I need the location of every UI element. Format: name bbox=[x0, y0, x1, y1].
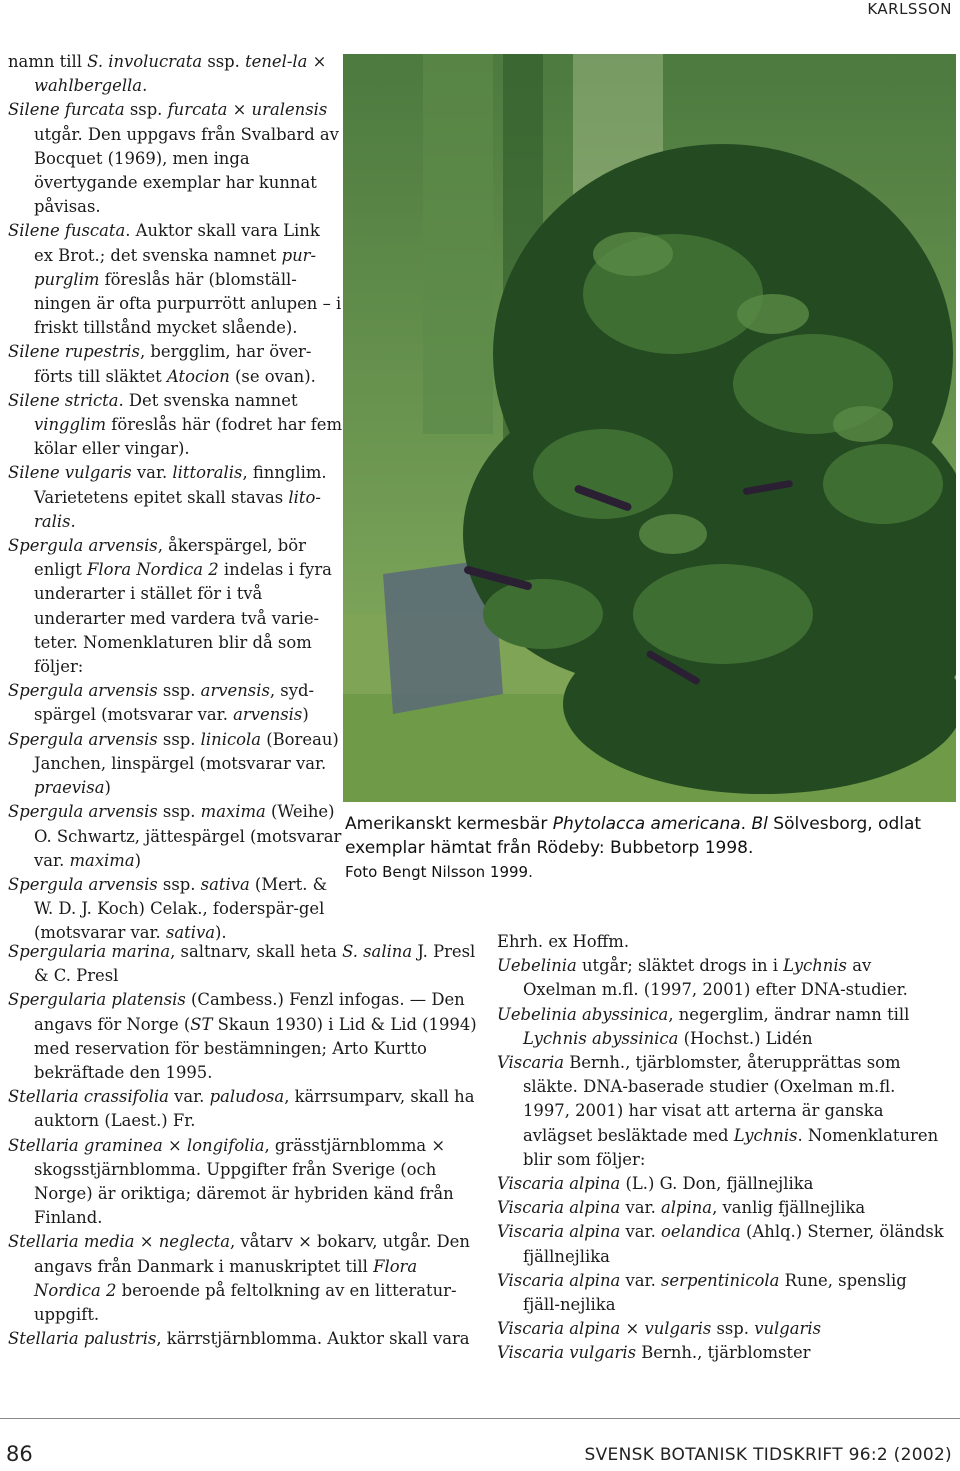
text-run: (Cambess.) Fenzl infogas. — Den angavs för Norge ( bbox=[34, 990, 465, 1034]
paragraph bbox=[497, 930, 947, 954]
italic-text: Spergula arvensis bbox=[8, 802, 158, 822]
italic-text: Silene fuscata bbox=[8, 221, 126, 241]
italic-text: arvensis bbox=[200, 681, 270, 701]
italic-text: Silene furcata bbox=[8, 100, 125, 120]
left-column-bottom bbox=[8, 940, 478, 1351]
italic-text: Silene stricta bbox=[8, 390, 119, 410]
text-run: ssp. bbox=[124, 100, 168, 120]
text-run: var. bbox=[131, 463, 173, 483]
italic-text: tenel-la bbox=[245, 52, 308, 71]
text-run: , finnglim. Varietetens epitet skall stavas bbox=[34, 463, 327, 507]
paragraph bbox=[8, 219, 343, 340]
text-run: , vanlig fjällnejlika bbox=[712, 1198, 866, 1218]
text-run: beroende på feltolkning av en litteratur-uppgift. bbox=[34, 1280, 457, 1325]
paragraph bbox=[497, 1196, 947, 1220]
text-run: ssp. bbox=[157, 729, 201, 749]
italic-text: Viscaria vulgaris bbox=[497, 1343, 637, 1363]
text-run: . bbox=[70, 511, 76, 531]
italic-text: ST bbox=[190, 1014, 213, 1034]
paragraph bbox=[8, 873, 343, 946]
text-run: × bbox=[620, 1319, 645, 1339]
text-run: , bergglim, har över-förts till släktet bbox=[34, 342, 312, 386]
italic-text: Flora Nordica 2 bbox=[87, 560, 219, 580]
italic-text: lito-ralis bbox=[34, 487, 321, 531]
text-run: ssp. bbox=[711, 1319, 755, 1339]
paragraph bbox=[8, 534, 343, 679]
italic-text: maxima bbox=[200, 802, 266, 822]
text-run: utgår; släktet drogs in i bbox=[576, 956, 784, 976]
text-run: var. bbox=[620, 1270, 661, 1290]
text-run: × bbox=[227, 100, 252, 120]
italic-text: littoralis bbox=[172, 463, 243, 483]
italic-text: Viscaria alpina bbox=[497, 1198, 621, 1218]
text-run: J. Presl & C. Presl bbox=[34, 942, 476, 986]
italic-text: Spergularia marina bbox=[8, 942, 171, 961]
caption-main bbox=[345, 812, 945, 860]
paragraph bbox=[497, 1269, 947, 1317]
italic-text: linicola bbox=[200, 729, 262, 749]
text-run: , grässtjärnblomma × skogsstjärnblomma. Uppgifter från Sverige (och Norge) är oriktiga; däremot är hybriden känd från Finland. bbox=[34, 1135, 454, 1228]
paragraph bbox=[8, 988, 478, 1085]
italic-text: furcata bbox=[167, 100, 228, 120]
italic-text: Uebelinia bbox=[497, 956, 577, 976]
italic-text: Lychnis bbox=[733, 1125, 798, 1145]
italic-text: pur-purglim bbox=[34, 245, 317, 289]
text-run: , kärrstjärnblomma. Auktor skall vara bbox=[156, 1329, 470, 1349]
italic-text: Phytolacca americana bbox=[552, 814, 741, 834]
italic-text: arvensis bbox=[233, 705, 303, 725]
italic-text: uralensis bbox=[251, 100, 328, 120]
text-run: indelas i fyra underarter i stället för i två underarter med vardera två varie-teter. Nomenklaturen blir då som följer: bbox=[34, 560, 332, 677]
text-run: . Auktor skall vara Link ex Brot.; det svenska namnet bbox=[34, 221, 320, 265]
page-number: 86 bbox=[6, 1442, 33, 1466]
paragraph bbox=[8, 1134, 478, 1231]
italic-text: neglecta bbox=[158, 1232, 230, 1252]
text-run: namn till bbox=[8, 52, 88, 71]
text-run: × bbox=[134, 1232, 159, 1252]
text-run: × bbox=[307, 52, 327, 71]
paragraph bbox=[8, 1327, 478, 1351]
italic-text: oelandica bbox=[661, 1222, 741, 1242]
text-run: , åkerspärgel, bör enligt bbox=[34, 536, 306, 580]
text-run: (Mert. & W. D. J. Koch) Celak., foderspär-gel (motsvarar var. bbox=[34, 874, 328, 943]
text-run: Bernh., tjärblomster bbox=[636, 1343, 811, 1363]
text-run: , syd-spärgel (motsvarar var. bbox=[34, 681, 314, 725]
italic-text: Flora Nordica 2 bbox=[34, 1256, 418, 1300]
text-run: (Hochst.) Lidén bbox=[678, 1028, 813, 1048]
text-run: , negerglim, ändrar namn till bbox=[668, 1004, 910, 1024]
italic-text: praevisa bbox=[34, 778, 105, 798]
italic-text: sativa bbox=[200, 874, 250, 894]
paragraph bbox=[497, 1051, 947, 1172]
italic-text: alpina bbox=[661, 1198, 713, 1218]
paragraph bbox=[8, 389, 343, 462]
paragraph bbox=[8, 1230, 478, 1327]
text-run: var. bbox=[620, 1198, 661, 1218]
italic-text: vulgaris bbox=[754, 1319, 822, 1339]
text-run: ) bbox=[134, 850, 142, 870]
text-run: . Nomenklaturen blir som följer: bbox=[523, 1125, 939, 1169]
italic-text: maxima bbox=[69, 850, 135, 870]
text-run: . bbox=[740, 814, 752, 834]
running-head: KARLSSON bbox=[867, 0, 952, 18]
paragraph bbox=[497, 1341, 947, 1365]
italic-text: Uebelinia abyssinica bbox=[497, 1004, 669, 1024]
footer-rule bbox=[0, 1418, 960, 1419]
plant-photo bbox=[343, 54, 956, 802]
paragraph bbox=[497, 1317, 947, 1341]
text-run: . Det svenska namnet bbox=[118, 390, 298, 410]
text-run: (L.) G. Don, fjällnejlika bbox=[620, 1174, 814, 1194]
text-run: ssp. bbox=[157, 874, 201, 894]
text-run: föreslås här (blomställ-ningen är ofta purpurrött anlupen – i friskt tillstånd mycket slående). bbox=[34, 269, 342, 338]
text-run: ) bbox=[104, 778, 111, 798]
paragraph bbox=[8, 50, 343, 98]
caption-credit: Foto Bengt Nilsson 1999. bbox=[345, 863, 533, 881]
italic-text: Viscaria bbox=[497, 1053, 565, 1073]
text-run: var. bbox=[620, 1222, 661, 1242]
text-run: Amerikanskt kermesbär bbox=[345, 814, 553, 834]
left-column-top bbox=[8, 50, 343, 946]
italic-text: Spergula arvensis bbox=[8, 874, 158, 894]
italic-text: Viscaria alpina bbox=[497, 1222, 621, 1242]
paragraph bbox=[8, 728, 343, 801]
paragraph bbox=[8, 461, 343, 534]
italic-text: vingglim bbox=[34, 415, 107, 435]
paragraph bbox=[8, 340, 343, 388]
italic-text: S. involucrata bbox=[87, 52, 203, 71]
paragraph bbox=[8, 1085, 478, 1133]
text-run: . bbox=[142, 76, 148, 96]
italic-text: Spergula arvensis bbox=[8, 729, 158, 749]
text-run: av Oxelman m.fl. (1997, 2001) efter DNA-studier. bbox=[523, 956, 908, 1000]
text-run: Bernh., tjärblomster, återupprättas som släkte. DNA-baserade studier (Oxelman m.fl. 1997, 2001) har visat att arterna är ganska avlägset besläktade med bbox=[523, 1053, 901, 1145]
text-run: Rune, spenslig fjäll-nejlika bbox=[523, 1270, 907, 1315]
italic-text: wahlbergella bbox=[34, 76, 143, 96]
italic-text: Stellaria graminea bbox=[8, 1135, 163, 1155]
paragraph bbox=[497, 1003, 947, 1051]
italic-text: vulgaris bbox=[644, 1319, 712, 1339]
text-run: Sölvesborg, odlat exemplar hämtat från Rödeby: Bubbetorp 1998. bbox=[345, 814, 922, 858]
right-column bbox=[497, 930, 947, 1366]
text-run: ). bbox=[215, 923, 227, 943]
text-run: Skaun 1930) i Lid & Lid (1994) med reservation för bestämningen; Arto Kurtto bekräftade den 1995. bbox=[34, 1014, 477, 1083]
text-run: ssp. bbox=[202, 52, 246, 71]
italic-text: Stellaria crassifolia bbox=[8, 1087, 169, 1107]
italic-text: Spergula arvensis bbox=[8, 681, 158, 701]
text-run: (se ovan). bbox=[229, 366, 316, 386]
text-run: , våtarv × bokarv, utgår. Den angavs från Danmark i manuskriptet till bbox=[34, 1232, 470, 1276]
italic-text: longifolia bbox=[186, 1135, 265, 1155]
italic-text: Stellaria media bbox=[8, 1232, 135, 1252]
text-run: (Ahlq.) Sterner, öländsk fjällnejlika bbox=[523, 1222, 944, 1266]
text-run: ) bbox=[302, 705, 309, 725]
text-run: ssp. bbox=[157, 802, 201, 822]
paragraph bbox=[497, 954, 947, 1002]
italic-text: S. salina bbox=[342, 942, 413, 961]
text-run: föreslås här (fodret har fem kölar eller vingar). bbox=[34, 415, 343, 459]
text-run: utgår. Den uppgavs från Svalbard av Bocquet (1969), men inga övertygande exemplar har kunnat påvisas. bbox=[34, 124, 339, 217]
text-run: (Boreau) Janchen, linspärgel (motsvarar var. bbox=[34, 729, 339, 773]
text-run: , kärrsumparv, skall ha auktorn (Laest.) Fr. bbox=[34, 1087, 475, 1131]
italic-text: Lychnis bbox=[783, 956, 847, 976]
paragraph bbox=[8, 98, 343, 219]
italic-text: paludosa bbox=[209, 1087, 285, 1107]
italic-text: Atocion bbox=[166, 366, 230, 386]
paragraph bbox=[8, 679, 343, 727]
text-run: × bbox=[162, 1135, 187, 1155]
photo-graphic bbox=[343, 54, 956, 802]
italic-text: Viscaria alpina bbox=[497, 1174, 621, 1194]
italic-text: Silene vulgaris bbox=[8, 463, 132, 483]
italic-text: Viscaria alpina bbox=[497, 1270, 621, 1290]
italic-text: Spergula arvensis bbox=[8, 536, 158, 556]
italic-text: Lychnis abyssinica bbox=[523, 1028, 679, 1048]
text-run: ssp. bbox=[157, 681, 201, 701]
italic-text: sativa bbox=[165, 923, 216, 943]
photo-caption bbox=[345, 812, 945, 884]
paragraph bbox=[8, 940, 478, 988]
paragraph bbox=[497, 1220, 947, 1268]
paragraph bbox=[497, 1172, 947, 1196]
journal-name: SVENSK BOTANISK TIDSKRIFT 96:2 (2002) bbox=[584, 1445, 952, 1465]
italic-text: Stellaria palustris bbox=[8, 1329, 157, 1349]
italic-text: Spergularia platensis bbox=[8, 990, 186, 1010]
paragraph bbox=[8, 800, 343, 873]
text-run: , saltnarv, skall heta bbox=[170, 942, 343, 961]
text-run: Ehrh. ex Hoffm. bbox=[497, 932, 630, 951]
italic-text: Viscaria alpina bbox=[497, 1319, 621, 1339]
italic-text: Bl bbox=[751, 814, 768, 834]
italic-text: Silene rupestris bbox=[8, 342, 140, 362]
text-run: (Weihe) O. Schwartz, jättespärgel (motsvarar var. bbox=[34, 802, 342, 870]
text-run: var. bbox=[168, 1087, 210, 1107]
italic-text: serpentinicola bbox=[661, 1270, 780, 1290]
